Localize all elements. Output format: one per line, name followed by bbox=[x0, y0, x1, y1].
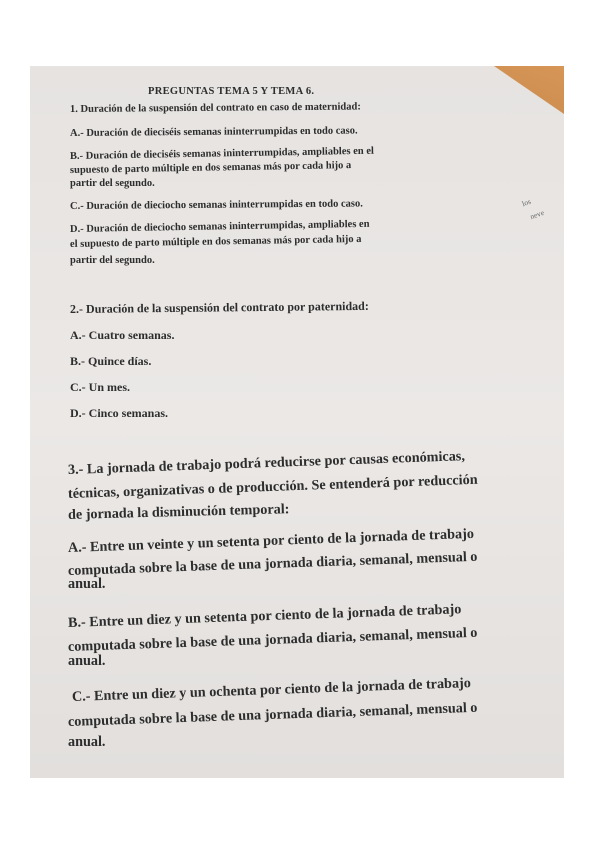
question-1-option-a: A.- Duración de dieciséis semanas ininterrumpidas en todo caso. bbox=[69, 125, 358, 139]
document-title: PREGUNTAS TEMA 5 Y TEMA 6. bbox=[148, 86, 315, 97]
question-3-text-line-2: técnicas, organizativas o de producción. Se entenderá por reducción bbox=[67, 471, 478, 502]
question-3-option-b-line-1: B.- Entre un diez y un setenta por ciento de la jornada de trabajo bbox=[67, 601, 462, 631]
question-1-option-b-line-3: partir del segundo. bbox=[70, 178, 155, 189]
question-1-option-c: C.- Duración de dieciocho semanas ininterrumpidas en todo caso. bbox=[69, 198, 363, 212]
question-2-option-c: C.- Un mes. bbox=[70, 380, 130, 394]
document-photo bbox=[30, 66, 564, 778]
question-1-option-b-line-2: supuesto de parto múltiple en dos semanas más por cada hijo a bbox=[69, 160, 352, 176]
margin-note-2: neve bbox=[528, 207, 546, 222]
question-1-option-d-line-3: partir del segundo. bbox=[70, 255, 155, 266]
question-1-option-d-line-1: D.- Duración de dieciocho semanas ininterrumpidas, ampliables en bbox=[69, 218, 370, 235]
question-3-option-c-line-1: C.- Entre un diez y un ochenta por ciento de la jornada de trabajo bbox=[71, 675, 472, 705]
question-1-option-d-line-2: el supuesto de parto múltiple en dos semanas más por cada hijo a bbox=[69, 233, 362, 250]
question-3-option-c-line-2: computada sobre la base de una jornada diaria, semanal, mensual o bbox=[67, 699, 478, 730]
question-1-text: 1. Duración de la suspensión del contrato en caso de maternidad: bbox=[69, 101, 361, 115]
question-3-option-b-line-2: computada sobre la base de una jornada diaria, semanal, mensual o bbox=[67, 624, 478, 655]
margin-note-1: los bbox=[520, 196, 533, 209]
question-2-text: 2.- Duración de la suspensión del contrato por paternidad: bbox=[69, 298, 369, 316]
question-2-option-d: D.- Cinco semanas. bbox=[70, 406, 168, 420]
question-3-text-line-1: 3.- La jornada de trabajo podrá reducirse por causas económicas, bbox=[67, 448, 466, 478]
exam-sheet bbox=[30, 66, 564, 778]
question-2-option-b: B.- Quince días. bbox=[70, 354, 152, 368]
question-3-option-a-line-2: computada sobre la base de una jornada diaria, semanal, mensual o bbox=[67, 548, 478, 579]
question-1-option-b-line-1: B.- Duración de dieciséis semanas ininterrumpidas, ampliables en el bbox=[69, 145, 374, 162]
question-3-option-a-line-3: anual. bbox=[68, 576, 106, 592]
question-3-option-a-line-1: A.- Entre un veinte y un setenta por ciento de la jornada de trabajo bbox=[67, 525, 475, 556]
question-3-option-c-line-3: anual. bbox=[68, 734, 106, 750]
question-3-text-line-3: de jornada la disminución temporal: bbox=[67, 501, 290, 523]
question-2-option-a: A.- Cuatro semanas. bbox=[70, 328, 175, 342]
question-3-option-b-line-3: anual. bbox=[68, 653, 106, 669]
